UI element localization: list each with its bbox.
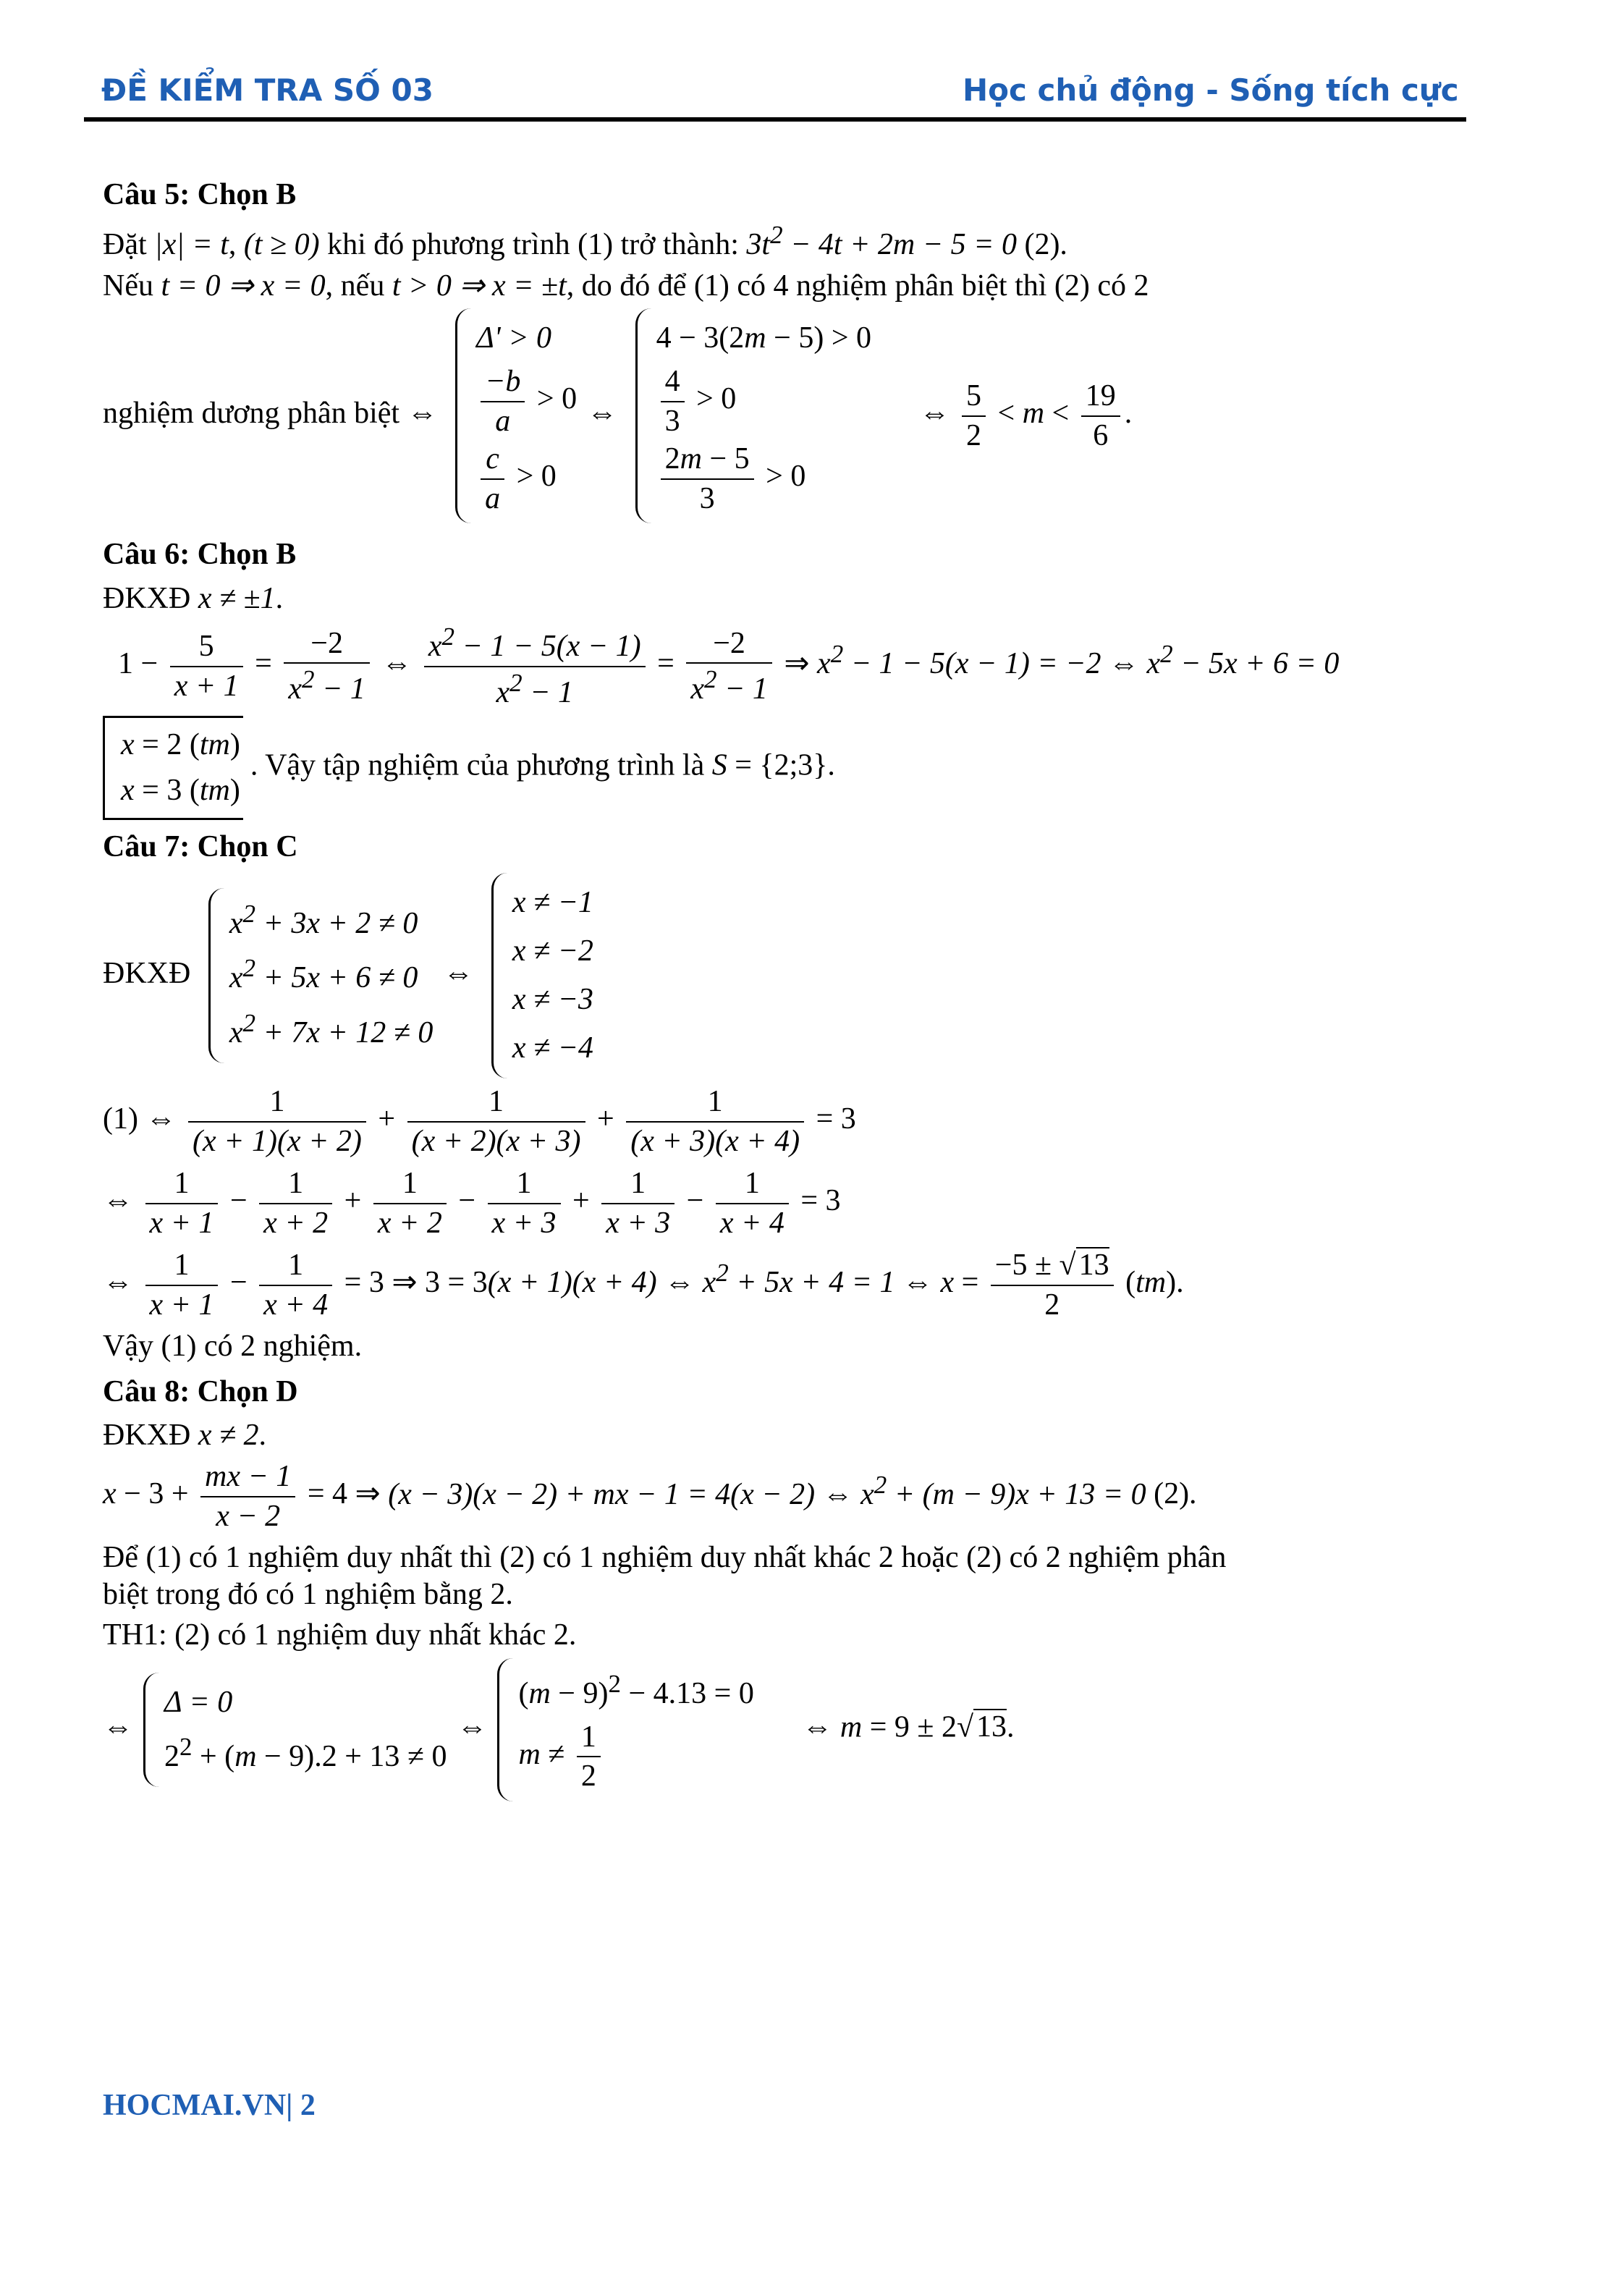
q8-system-2: $(m - 9)^2 - 4.13 = 0$ m ≠ $\frac{1}{2}$ (497, 1658, 753, 1801)
q7-system-1: $x^2 + 3x + 2 \ne 0$ $x^2 + 5x + 6 \ne 0$ $x^2 + 7x + 12 \ne 0$ (208, 888, 434, 1063)
q6-solution-bracket: x = 2 (tm) x = 3 (tm) (103, 716, 243, 820)
q5-line3: nghiệm dương phân biệt ⇔ Δ' > 0 $\frac{-b}{a}$ > 0 $\frac{c}{a}$ > 0 ⇔ 4 − 3(2m − 5) > 0 $\frac{4}{3}$ > 0 $\frac{2m - 5}{3}$ > 0 ⇔ $\frac{5}{2}$ < m < $\frac{19}{6}$ . (103, 308, 1463, 523)
q8-case1: TH1: (2) có 1 nghiệm duy nhất khác 2. (103, 1618, 577, 1652)
q6-heading: Câu 6: Chọn B (103, 538, 297, 572)
q8-case1-system: ⇔ Δ = 0 $2^2 + (m - 9).2 + 13 \ne 0$ ⇔ $(m - 9)^2 - 4.13 = 0$ m ≠ $\frac{1}{2}$ ⇔ m = 9 ± 2√13. (103, 1658, 1463, 1801)
q7-heading: Câu 7: Chọn C (103, 830, 298, 864)
q8-system-1: Δ = 0 $2^2 + (m - 9).2 + 13 \ne 0$ (143, 1673, 447, 1787)
q8-para1: Để (1) có 1 nghiệm duy nhất thì (2) có 1 nghiệm duy nhất khác 2 hoặc (2) có 2 nghiệm phân (103, 1541, 1227, 1575)
header-rule (84, 117, 1466, 122)
q6-condition: ĐKXĐ x ≠ ±1. (103, 581, 284, 615)
q8-equation: x − 3 + $\frac{mx - 1}{x - 2}$ = 4 ⇒ (x − 3)(x − 2) + mx − 1 = 4(x − 2) ⇔ $x^2 + (m - 9)x + 13 = 0$ (2). (103, 1458, 1463, 1535)
q5-line1: Đặt |x| = t, (t ≥ 0) khi đó phương trình (1) trở thành: $3t^2 - 4t + 2m - 5 = 0$ (2). (103, 221, 1067, 262)
q6-equation: 1 − $\frac{5}{x + 1}$ = $\frac{-2}{x^2 - 1}$ ⇔ $\frac{x^2 - 1 - 5(x - 1)}{x^2 - 1}$ = $\frac{-2}{x^2 - 1}$ ⇒ $x^2 - 1 - 5(x - 1) = -2$ ⇔ $x^2 - 5x + 6 = 0$ (103, 622, 1340, 709)
q8-heading: Câu 8: Chọn D (103, 1374, 298, 1408)
footer-page: HOCMAI.VN| 2 (103, 2089, 316, 2122)
q8-condition: ĐKXĐ x ≠ 2. (103, 1419, 267, 1453)
q5-heading: Câu 5: Chọn B (103, 178, 297, 211)
q7-conclusion: Vậy (1) có 2 nghiệm. (103, 1330, 363, 1364)
document-body (103, 168, 1463, 1806)
q7-system-2: x ≠ −1 x ≠ −2 x ≠ −3 x ≠ −4 (491, 873, 593, 1079)
q5-line2: Nếu t = 0 ⇒ x = 0, nếu t > 0 ⇒ x = ±t, do đó để (1) có 4 nghiệm phân biệt thì (2) có 2 (103, 269, 1149, 303)
q8-para2: biệt trong đó có 1 nghiệm bằng 2. (103, 1577, 513, 1611)
q5-system-2: 4 − 3(2m − 5) > 0 $\frac{4}{3}$ > 0 $\frac{2m - 5}{3}$ > 0 (635, 308, 871, 523)
q7-eq3: ⇔ $\frac{1}{x + 1}$ − $\frac{1}{x + 4}$ = 3 ⇒ 3 = 3(x + 1)(x + 4) ⇔ $x^2 + 5x + 4 = 1$ ⇔ x = $\frac{-5 \pm √13}{2}$ (tm). (103, 1246, 1463, 1324)
header-slogan: Học chủ động - Sống tích cực (963, 72, 1459, 108)
q7-eq1: (1) ⇔ $\frac{1}{(x + 1)(x + 2)}$ + $\frac{1}{(x + 2)(x + 3)}$ + $\frac{1}{(x + 3)(x + 4)}$ = 3 (103, 1083, 1463, 1160)
q7-eq2: ⇔ $\frac{1}{x + 1}$ − $\frac{1}{x + 2}$ + $\frac{1}{x + 2}$ − $\frac{1}{x + 3}$ + $\frac{1}{x + 3}$ − $\frac{1}{x + 4}$ = 3 (103, 1165, 1463, 1242)
q7-condition: ĐKXĐ $x^2 + 3x + 2 \ne 0$ $x^2 + 5x + 6 \ne 0$ $x^2 + 7x + 12 \ne 0$ ⇔ x ≠ −1 x ≠ −2 x ≠ −3 x ≠ −4 (103, 873, 1463, 1079)
header-title: ĐỀ KIỂM TRA SỐ 03 (101, 72, 434, 108)
q6-solution: x = 2 (tm) x = 3 (tm) . Vậy tập nghiệm của phương trình là S = {2;3}. (103, 716, 1463, 820)
q5-system-1: Δ' > 0 $\frac{-b}{a}$ > 0 $\frac{c}{a}$ > 0 (455, 308, 577, 523)
